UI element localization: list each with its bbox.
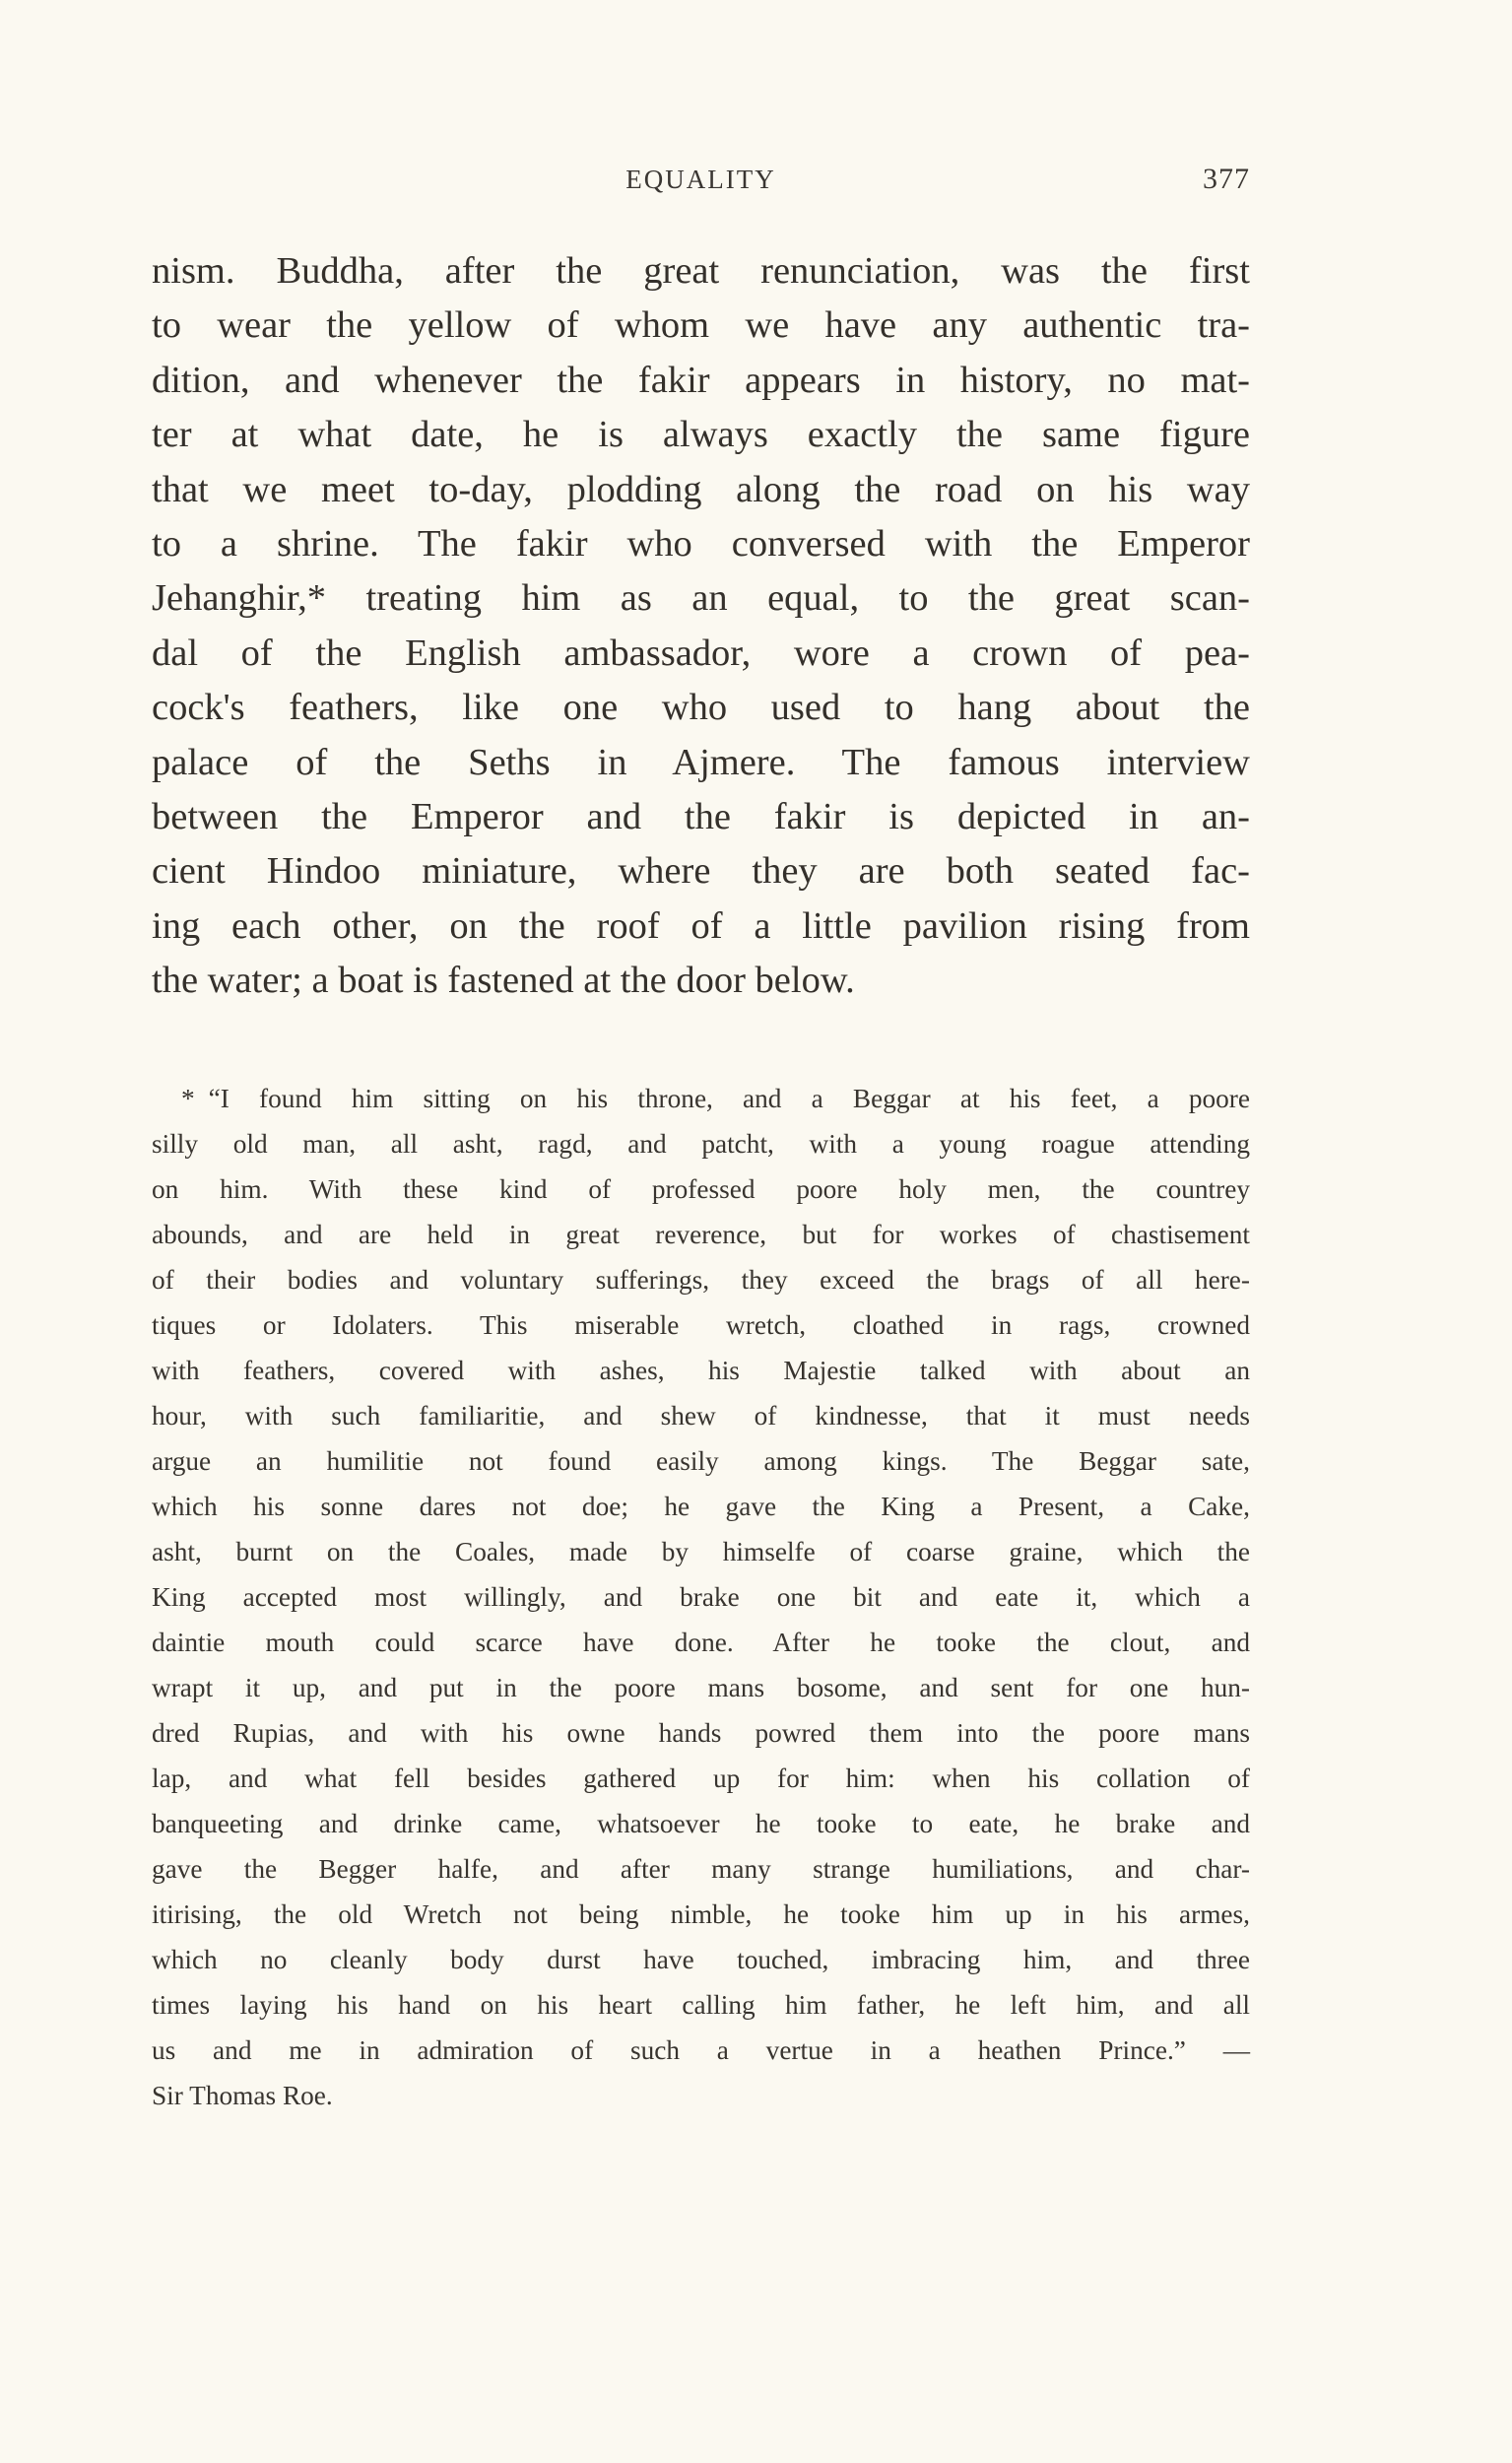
footnote-line: of their bodies and voluntary sufferings, they exceed the brags of all here-: [152, 1265, 1250, 1295]
footnote-line: silly old man, all asht, ragd, and patcht, with a young roague attending: [152, 1129, 1250, 1159]
footnote-line: which no cleanly body durst have touched, imbracing him, and three: [152, 1945, 1250, 1974]
text-line: nism. Buddha, after the great renunciation, was the first: [152, 250, 1250, 292]
footnote-signature: Sir Thomas Roe.: [152, 2081, 333, 2110]
text-line: ter at what date, he is always exactly the same figure: [152, 414, 1250, 456]
running-head: [152, 160, 1250, 199]
footnote-line: banqueeting and drinke came, whatsoever he tooke to eate, he brake and: [152, 1809, 1250, 1838]
text-line: Jehanghir,* treating him as an equal, to the great scan-: [152, 577, 1250, 620]
text-line: between the Emperor and the fakir is depicted in an-: [152, 796, 1250, 838]
footnote-line: gave the Begger halfe, and after many strange humiliations, and char-: [152, 1854, 1250, 1884]
running-title: EQUALITY: [625, 165, 776, 194]
footnote: [152, 1076, 1250, 2118]
text-line: cock's feathers, like one who used to hang about the: [152, 687, 1250, 729]
text-line: ing each other, on the roof of a little pavilion rising from: [152, 904, 1250, 947]
footnote-line: with feathers, covered with ashes, his Majestie talked with about an: [152, 1356, 1250, 1385]
text-line: dal of the English ambassador, wore a crown of pea-: [152, 632, 1250, 674]
footnote-marker: *: [181, 1084, 195, 1113]
footnote-line: abounds, and are held in great reverence, but for workes of chastisement: [152, 1220, 1250, 1249]
text-line: to wear the yellow of whom we have any authentic tra-: [152, 304, 1250, 347]
footnote-line: daintie mouth could scarce have done. After he tooke the clout, and: [152, 1628, 1250, 1657]
footnote-line: wrapt it up, and put in the poore mans bosome, and sent for one hun-: [152, 1673, 1250, 1702]
footnote-line: “I found him sitting on his throne, and a Beggar at his feet, a poore: [208, 1084, 1250, 1113]
text-line: to a shrine. The fakir who conversed with the Emperor: [152, 523, 1250, 566]
text-line: palace of the Seths in Ajmere. The famous interview: [152, 741, 1250, 783]
footnote-line: times laying his hand on his heart calling him father, he left him, and all: [152, 1990, 1250, 2020]
text-line: that we meet to-day, plodding along the road on his way: [152, 468, 1250, 510]
footnote-line: argue an humilitie not found easily among kings. The Beggar sate,: [152, 1446, 1250, 1476]
text-line: the water; a boat is fastened at the door below.: [152, 960, 855, 1002]
footnote-line: which his sonne dares not doe; he gave the King a Present, a Cake,: [152, 1492, 1250, 1521]
footnote-line: dred Rupias, and with his owne hands powred them into the poore mans: [152, 1718, 1250, 1748]
footnote-line: tiques or Idolaters. This miserable wretch, cloathed in rags, crowned: [152, 1310, 1250, 1340]
main-paragraph: [152, 244, 1250, 1009]
footnote-line: King accepted most willingly, and brake one bit and eate it, which a: [152, 1582, 1250, 1612]
footnote-line: itirising, the old Wretch not being nimble, he tooke him up in his armes,: [152, 1899, 1250, 1929]
footnote-line: hour, with such familiaritie, and shew of kindnesse, that it must needs: [152, 1401, 1250, 1431]
page-number: 377: [1203, 163, 1250, 195]
text-line: dition, and whenever the fakir appears in history, no mat-: [152, 359, 1250, 401]
footnote-first-line: [152, 1076, 1250, 1121]
footnote-line: on him. With these kind of professed poore holy men, the countrey: [152, 1174, 1250, 1204]
footnote-line: asht, burnt on the Coales, made by himselfe of coarse graine, which the: [152, 1537, 1250, 1566]
text-line: cient Hindoo miniature, where they are both seated fac-: [152, 850, 1250, 893]
footnote-line: lap, and what fell besides gathered up for him: when his collation of: [152, 1764, 1250, 1793]
footnote-line: us and me in admiration of such a vertue in a heathen Prince.” —: [152, 2035, 1250, 2065]
